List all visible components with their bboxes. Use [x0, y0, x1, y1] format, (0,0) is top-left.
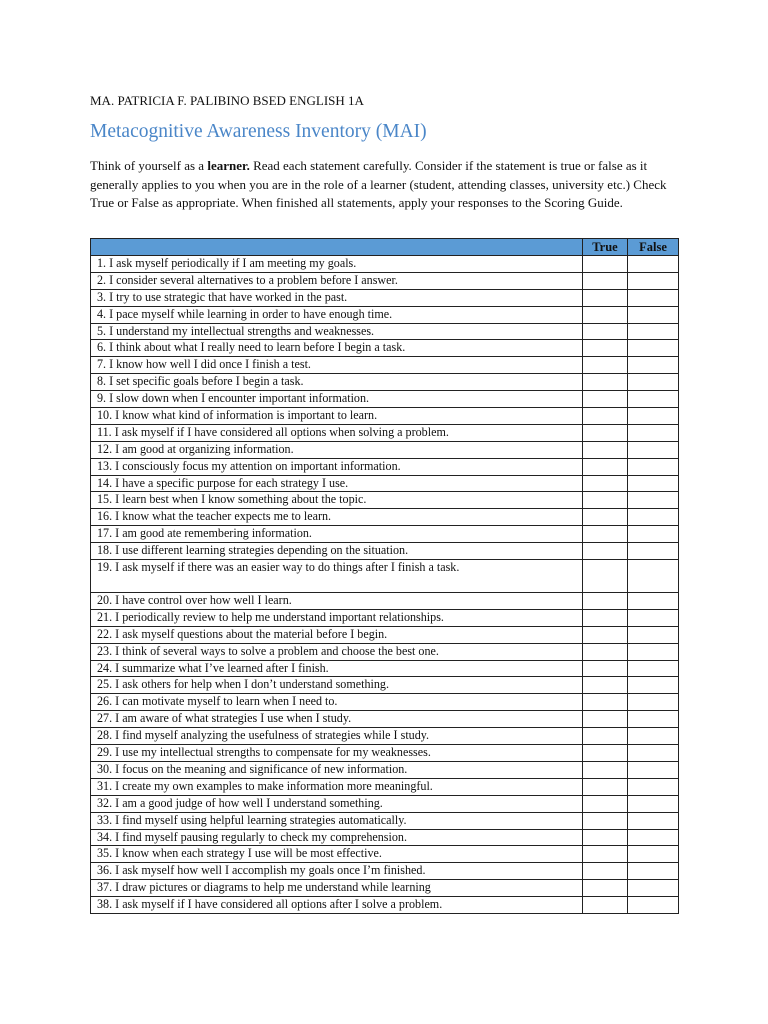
true-checkbox-cell[interactable]: [583, 897, 628, 914]
true-checkbox-cell[interactable]: [583, 458, 628, 475]
statement-cell: 32. I am a good judge of how well I understand something.: [91, 795, 583, 812]
statement-cell: 16. I know what the teacher expects me to learn.: [91, 509, 583, 526]
true-checkbox-cell[interactable]: [583, 306, 628, 323]
false-checkbox-cell[interactable]: [628, 543, 679, 560]
false-checkbox-cell[interactable]: [628, 424, 679, 441]
table-row: [91, 711, 679, 728]
false-checkbox-cell[interactable]: [628, 745, 679, 762]
table-header-row: [91, 239, 679, 256]
true-checkbox-cell[interactable]: [583, 509, 628, 526]
statement-cell: 10. I know what kind of information is important to learn.: [91, 408, 583, 425]
true-checkbox-cell[interactable]: [583, 761, 628, 778]
instructions-paragraph: [90, 157, 680, 213]
true-checkbox-cell[interactable]: [583, 812, 628, 829]
false-checkbox-cell[interactable]: [628, 778, 679, 795]
false-checkbox-cell[interactable]: [628, 880, 679, 897]
true-checkbox-cell[interactable]: [583, 593, 628, 610]
false-checkbox-cell[interactable]: [628, 846, 679, 863]
table-row: [91, 660, 679, 677]
table-row: [91, 357, 679, 374]
table-row: [91, 340, 679, 357]
statement-cell: 20. I have control over how well I learn.: [91, 593, 583, 610]
false-checkbox-cell[interactable]: [628, 694, 679, 711]
statement-cell: 9. I slow down when I encounter important information.: [91, 391, 583, 408]
true-checkbox-cell[interactable]: [583, 863, 628, 880]
statement-cell: 1. I ask myself periodically if I am meeting my goals.: [91, 256, 583, 273]
true-checkbox-cell[interactable]: [583, 829, 628, 846]
false-checkbox-cell[interactable]: [628, 643, 679, 660]
author-line: MA. PATRICIA F. PALIBINO BSED ENGLISH 1A: [90, 93, 364, 108]
true-checkbox-cell[interactable]: [583, 609, 628, 626]
false-checkbox-cell[interactable]: [628, 458, 679, 475]
table-row: [91, 492, 679, 509]
page-title: Metacognitive Awareness Inventory (MAI): [90, 121, 427, 142]
true-checkbox-cell[interactable]: [583, 711, 628, 728]
statement-cell: 14. I have a specific purpose for each strategy I use.: [91, 475, 583, 492]
statement-cell: 7. I know how well I did once I finish a test.: [91, 357, 583, 374]
false-checkbox-cell[interactable]: [628, 626, 679, 643]
true-checkbox-cell[interactable]: [583, 543, 628, 560]
table-row: [91, 391, 679, 408]
false-checkbox-cell[interactable]: [628, 660, 679, 677]
false-checkbox-cell[interactable]: [628, 609, 679, 626]
table-row: [91, 256, 679, 273]
statement-cell: 27. I am aware of what strategies I use when I study.: [91, 711, 583, 728]
false-checkbox-cell[interactable]: [628, 795, 679, 812]
table-row: [91, 897, 679, 914]
statement-cell: 6. I think about what I really need to learn before I begin a task.: [91, 340, 583, 357]
table-row: [91, 626, 679, 643]
true-checkbox-cell[interactable]: [583, 289, 628, 306]
true-checkbox-cell[interactable]: [583, 626, 628, 643]
true-checkbox-cell[interactable]: [583, 745, 628, 762]
true-checkbox-cell[interactable]: [583, 880, 628, 897]
true-checkbox-cell[interactable]: [583, 560, 628, 593]
instructions-text-start: Think of yourself as a: [90, 158, 208, 173]
instructions-bold-word: learner.: [207, 158, 250, 173]
table-row: [91, 289, 679, 306]
true-checkbox-cell[interactable]: [583, 526, 628, 543]
statement-cell: 35. I know when each strategy I use will be most effective.: [91, 846, 583, 863]
table-row: [91, 609, 679, 626]
table-row: [91, 694, 679, 711]
statement-cell: 26. I can motivate myself to learn when I need to.: [91, 694, 583, 711]
true-checkbox-cell[interactable]: [583, 408, 628, 425]
true-checkbox-cell[interactable]: [583, 391, 628, 408]
table-row: [91, 306, 679, 323]
true-checkbox-cell[interactable]: [583, 272, 628, 289]
statement-cell: 36. I ask myself how well I accomplish my goals once I’m finished.: [91, 863, 583, 880]
false-checkbox-cell[interactable]: [628, 677, 679, 694]
false-checkbox-cell[interactable]: [628, 408, 679, 425]
statement-column-header: [91, 239, 583, 256]
false-checkbox-cell[interactable]: [628, 475, 679, 492]
false-checkbox-cell[interactable]: [628, 863, 679, 880]
false-checkbox-cell[interactable]: [628, 526, 679, 543]
inventory-table: [90, 238, 679, 914]
true-checkbox-cell[interactable]: [583, 357, 628, 374]
false-checkbox-cell[interactable]: [628, 711, 679, 728]
true-checkbox-cell[interactable]: [583, 475, 628, 492]
true-checkbox-cell[interactable]: [583, 441, 628, 458]
false-checkbox-cell[interactable]: [628, 272, 679, 289]
false-checkbox-cell[interactable]: [628, 357, 679, 374]
statement-cell: 21. I periodically review to help me understand important relationships.: [91, 609, 583, 626]
statement-cell: 23. I think of several ways to solve a problem and choose the best one.: [91, 643, 583, 660]
table-row: [91, 441, 679, 458]
false-checkbox-cell[interactable]: [628, 323, 679, 340]
false-checkbox-cell[interactable]: [628, 560, 679, 593]
table-row: [91, 408, 679, 425]
true-column-header: True: [583, 239, 628, 256]
statement-cell: 28. I find myself analyzing the usefulness of strategies while I study.: [91, 728, 583, 745]
statement-cell: 19. I ask myself if there was an easier way to do things after I finish a task.: [91, 560, 583, 593]
table-row: [91, 829, 679, 846]
false-checkbox-cell[interactable]: [628, 761, 679, 778]
false-checkbox-cell[interactable]: [628, 441, 679, 458]
true-checkbox-cell[interactable]: [583, 492, 628, 509]
true-checkbox-cell[interactable]: [583, 846, 628, 863]
false-checkbox-cell[interactable]: [628, 289, 679, 306]
true-checkbox-cell[interactable]: [583, 728, 628, 745]
table-row: [91, 272, 679, 289]
statement-cell: 37. I draw pictures or diagrams to help me understand while learning: [91, 880, 583, 897]
statement-cell: 31. I create my own examples to make information more meaningful.: [91, 778, 583, 795]
statement-cell: 2. I consider several alternatives to a problem before I answer.: [91, 272, 583, 289]
false-checkbox-cell[interactable]: [628, 391, 679, 408]
table-row: [91, 475, 679, 492]
statement-cell: 34. I find myself pausing regularly to check my comprehension.: [91, 829, 583, 846]
true-checkbox-cell[interactable]: [583, 795, 628, 812]
true-checkbox-cell[interactable]: [583, 424, 628, 441]
table-row: [91, 795, 679, 812]
table-row: [91, 761, 679, 778]
table-row: [91, 863, 679, 880]
statement-cell: 24. I summarize what I’ve learned after I finish.: [91, 660, 583, 677]
table-row: [91, 728, 679, 745]
false-checkbox-cell[interactable]: [628, 256, 679, 273]
statement-cell: 12. I am good at organizing information.: [91, 441, 583, 458]
statement-cell: 18. I use different learning strategies depending on the situation.: [91, 543, 583, 560]
statement-cell: 8. I set specific goals before I begin a task.: [91, 374, 583, 391]
false-checkbox-cell[interactable]: [628, 306, 679, 323]
table-row: [91, 509, 679, 526]
statements-body: [91, 256, 679, 914]
false-checkbox-cell[interactable]: [628, 509, 679, 526]
statement-cell: 4. I pace myself while learning in order to have enough time.: [91, 306, 583, 323]
statement-cell: 15. I learn best when I know something about the topic.: [91, 492, 583, 509]
false-checkbox-cell[interactable]: [628, 593, 679, 610]
statement-cell: 30. I focus on the meaning and significance of new information.: [91, 761, 583, 778]
table-row: [91, 846, 679, 863]
true-checkbox-cell[interactable]: [583, 643, 628, 660]
table-row: [91, 374, 679, 391]
table-row: [91, 543, 679, 560]
true-checkbox-cell[interactable]: [583, 256, 628, 273]
table-row: [91, 778, 679, 795]
false-checkbox-cell[interactable]: [628, 829, 679, 846]
instructions-text-rest: Read each statement carefully. Consider if the statement is true or false as it generally applies to you when you are in the role of a learner (student, attending classes, university etc.) Check True or False as appropriate. When finished all statements, apply your responses to the Scoring Guide.: [90, 158, 667, 210]
statement-cell: 29. I use my intellectual strengths to compensate for my weaknesses.: [91, 745, 583, 762]
statement-cell: 3. I try to use strategic that have worked in the past.: [91, 289, 583, 306]
statement-cell: 33. I find myself using helpful learning strategies automatically.: [91, 812, 583, 829]
table-row: [91, 560, 679, 593]
true-checkbox-cell[interactable]: [583, 374, 628, 391]
table-row: [91, 526, 679, 543]
statement-cell: 17. I am good ate remembering information.: [91, 526, 583, 543]
table-row: [91, 323, 679, 340]
false-checkbox-cell[interactable]: [628, 340, 679, 357]
statement-cell: 5. I understand my intellectual strengths and weaknesses.: [91, 323, 583, 340]
table-row: [91, 812, 679, 829]
false-checkbox-cell[interactable]: [628, 812, 679, 829]
table-row: [91, 677, 679, 694]
table-row: [91, 593, 679, 610]
statement-cell: 22. I ask myself questions about the material before I begin.: [91, 626, 583, 643]
false-column-header: False: [628, 239, 679, 256]
table-row: [91, 745, 679, 762]
true-checkbox-cell[interactable]: [583, 677, 628, 694]
false-checkbox-cell[interactable]: [628, 897, 679, 914]
table-row: [91, 643, 679, 660]
true-checkbox-cell[interactable]: [583, 694, 628, 711]
true-checkbox-cell[interactable]: [583, 340, 628, 357]
true-checkbox-cell[interactable]: [583, 660, 628, 677]
table-row: [91, 458, 679, 475]
true-checkbox-cell[interactable]: [583, 778, 628, 795]
statement-cell: 11. I ask myself if I have considered all options when solving a problem.: [91, 424, 583, 441]
statement-cell: 38. I ask myself if I have considered all options after I solve a problem.: [91, 897, 583, 914]
false-checkbox-cell[interactable]: [628, 492, 679, 509]
true-checkbox-cell[interactable]: [583, 323, 628, 340]
false-checkbox-cell[interactable]: [628, 728, 679, 745]
statement-cell: 13. I consciously focus my attention on important information.: [91, 458, 583, 475]
table-row: [91, 880, 679, 897]
false-checkbox-cell[interactable]: [628, 374, 679, 391]
table-row: [91, 424, 679, 441]
statement-cell: 25. I ask others for help when I don’t understand something.: [91, 677, 583, 694]
